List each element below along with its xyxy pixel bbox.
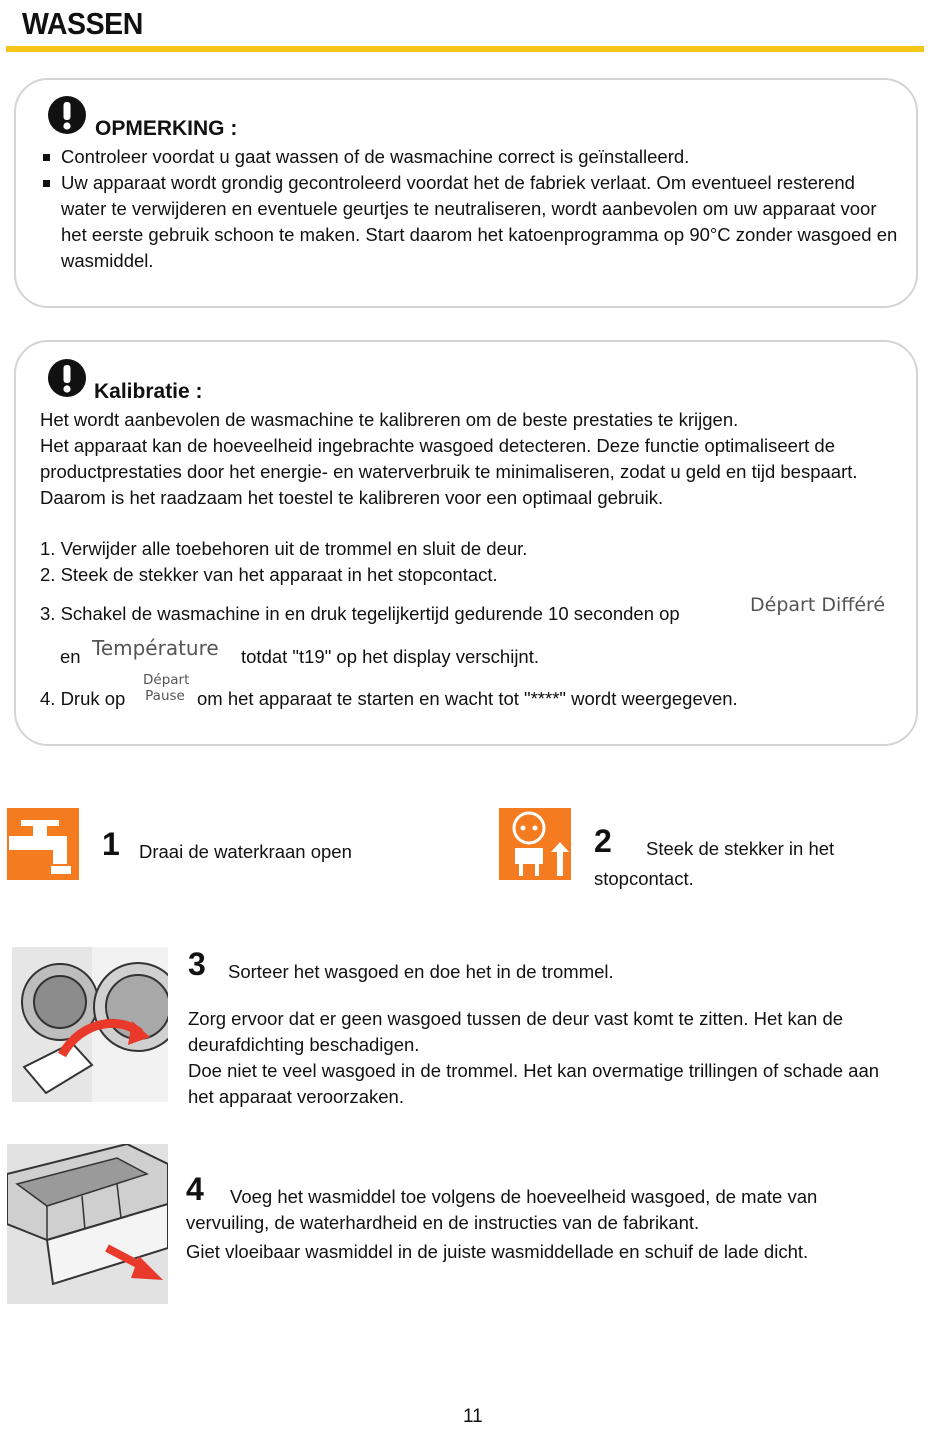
calibration-step-3-en: en bbox=[60, 646, 81, 667]
step-4-text: Voeg het wasmiddel toe volgens de hoeveelheid wasgoed, de mate van vervuiling, de waterhardheid en de instructies van de fabrikant. bbox=[186, 1186, 818, 1233]
depart-pause-button-label bbox=[143, 672, 190, 704]
water-tap-icon bbox=[7, 808, 79, 880]
calibration-step-1: 1. Verwijder alle toebehoren uit de trommel en sluit de deur. bbox=[40, 538, 528, 559]
page-title: WASSEN bbox=[22, 6, 143, 41]
page-number: 11 bbox=[463, 1406, 483, 1427]
temperature-button-label: Température bbox=[92, 636, 219, 660]
step-number: 1 bbox=[102, 826, 120, 862]
intro-paragraph: Het apparaat kan de hoeveelheid ingebrachte wasgoed detecteren. Deze functie optimaliseert de productprestaties door het energie- en waterverbruik te minimaliseren, zodat u geld en tijd bespaart. Daarom is het raadzaam het toestel te kalibreren voor een optimaal gebruik. bbox=[40, 435, 858, 508]
calibration-heading: Kalibratie : bbox=[94, 380, 203, 403]
note-heading: OPMERKING : bbox=[95, 117, 238, 140]
step-number: 3 bbox=[188, 946, 206, 982]
step-4-detail: Giet vloeibaar wasmiddel in de juiste wasmiddellade en schuif de lade dicht. bbox=[186, 1241, 809, 1262]
depart-label: Départ bbox=[143, 672, 190, 688]
step-2-text-cont: stopcontact. bbox=[594, 868, 694, 889]
step-number: 4 bbox=[186, 1171, 204, 1207]
calibration-step-4: 4. Druk op bbox=[40, 688, 126, 709]
plug-socket-icon bbox=[499, 808, 571, 880]
warning-icon bbox=[47, 358, 87, 398]
step-3-text: Sorteer het wasgoed en doe het in de trommel. bbox=[228, 961, 614, 982]
step-3-detail bbox=[188, 1006, 888, 1110]
note-bullet: Controleer voordat u gaat wassen of de wasmachine correct is geïnstalleerd. bbox=[41, 144, 901, 170]
calibration-step-3-tail: totdat "t19" op het display verschijnt. bbox=[241, 646, 539, 667]
note-bullet: Uw apparaat wordt grondig gecontroleerd voordat het de fabriek verlaat. Om eventueel resterend water te verwijderen en eventuele geurtjes te neutraliseren, wordt aanbevolen om uw apparaat voor het eerste gebruik schoon te maken. Start daarom het katoenprogramma op 90°C zonder wasgoed en wasmiddel. bbox=[41, 170, 901, 274]
step-number: 2 bbox=[594, 823, 612, 859]
step-3-warning-door: Zorg ervoor dat er geen wasgoed tussen de deur vast komt te zitten. Het kan de deurafdichting beschadigen. bbox=[188, 1008, 844, 1055]
depart-differe-button-label: Départ Différé bbox=[750, 594, 886, 616]
calibration-step-3: 3. Schakel de wasmachine in en druk tegelijkertijd gedurende 10 seconden op bbox=[40, 603, 680, 624]
warning-icon bbox=[47, 95, 87, 135]
note-list bbox=[41, 144, 901, 274]
calibration-intro bbox=[40, 407, 900, 511]
intro-line: Het wordt aanbevolen de wasmachine te kalibreren om de beste prestaties te krijgen. bbox=[40, 409, 739, 430]
calibration-step-4-tail: om het apparaat te starten en wacht tot "****" wordt weergegeven. bbox=[197, 688, 738, 709]
step-2-text: Steek de stekker in het bbox=[646, 838, 835, 859]
detergent-drawer-illustration bbox=[7, 1144, 168, 1304]
title-underline bbox=[6, 46, 924, 52]
calibration-step-2: 2. Steek de stekker van het apparaat in het stopcontact. bbox=[40, 564, 498, 585]
laundry-drum-illustration bbox=[12, 947, 168, 1102]
step-1-text: Draai de waterkraan open bbox=[139, 841, 352, 862]
pause-label: Pause bbox=[145, 688, 185, 704]
step-3-warning-overload: Doe niet te veel wasgoed in de trommel. Het kan overmatige trillingen of schade aan het apparaat veroorzaken. bbox=[188, 1060, 880, 1107]
